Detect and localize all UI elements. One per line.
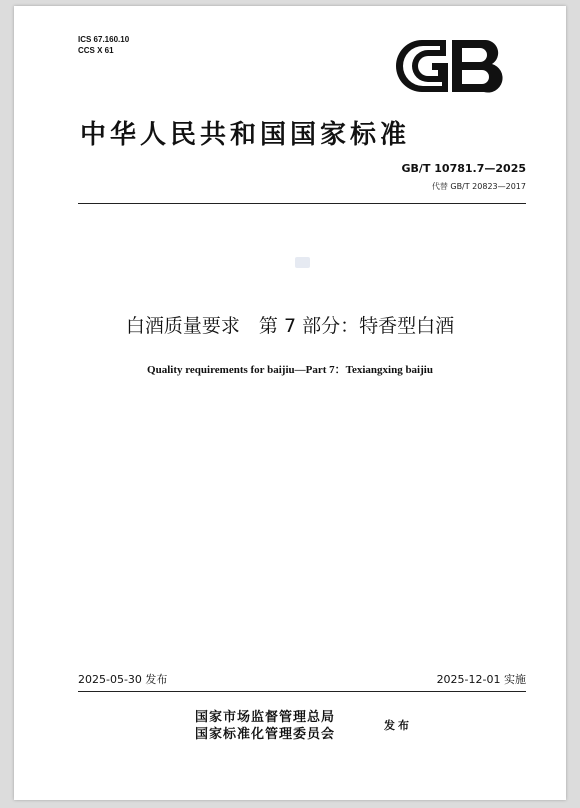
national-standard-title: 中华人民共和国国家标准 <box>80 120 411 150</box>
ics-code: ICS 67.160.10 <box>78 35 130 44</box>
issuing-authorities <box>195 709 335 743</box>
document-page <box>14 6 566 800</box>
header-divider <box>78 203 526 204</box>
standard-number: GB/T 10781.7—2025 <box>401 162 526 175</box>
issuer-line-2: 国家标准化管理委员会 <box>195 727 336 742</box>
document-title-chinese: 白酒质量要求 第 7 部分：特香型白酒 <box>125 315 455 337</box>
replaces-standard: 代替 GB/T 20823—2017 <box>431 182 526 191</box>
issue-label: 发布 <box>384 719 412 732</box>
issuer-line-1: 国家市场监督管理总局 <box>195 710 336 725</box>
implementation-date: 2025-12-01 实施 <box>436 673 526 686</box>
document-title-english: Quality requirements for baijiu—Part 7：Texiangxing baijiu <box>147 364 433 376</box>
footer-divider <box>78 691 526 692</box>
gb-logo <box>392 36 504 96</box>
watermark-mark <box>295 257 310 268</box>
ccs-code: CCS X 61 <box>78 46 114 55</box>
publish-date: 2025-05-30 发布 <box>78 673 168 686</box>
